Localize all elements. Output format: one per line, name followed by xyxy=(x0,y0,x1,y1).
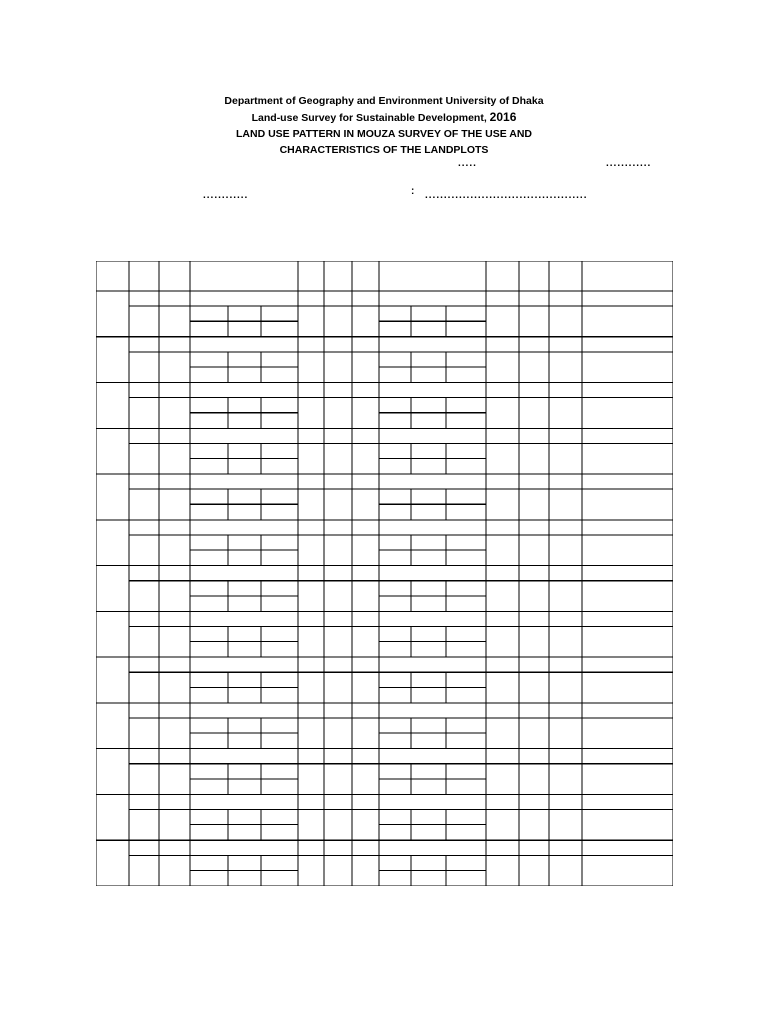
blank-field-top-middle[interactable]: ..... xyxy=(458,158,477,169)
blank-field-top-right[interactable]: ............ xyxy=(606,158,652,169)
blank-field-second-left[interactable]: ............ xyxy=(203,190,249,201)
landplot-survey-table[interactable] xyxy=(96,261,673,886)
form-title-line-2: CHARACTERISTICS OF THE LANDPLOTS xyxy=(279,144,489,156)
field-separator-colon: : xyxy=(411,186,416,197)
form-header xyxy=(0,93,768,158)
department-title: Department of Geography and Environment University of Dhaka xyxy=(224,95,544,107)
blank-field-second-right[interactable]: ........................................... xyxy=(425,190,588,201)
survey-title-text: Land-use Survey for Sustainable Development, xyxy=(251,112,490,124)
survey-title xyxy=(0,109,768,126)
form-title-line-1: LAND USE PATTERN IN MOUZA SURVEY OF THE USE AND xyxy=(236,128,532,140)
survey-year: 2016 xyxy=(489,110,517,124)
